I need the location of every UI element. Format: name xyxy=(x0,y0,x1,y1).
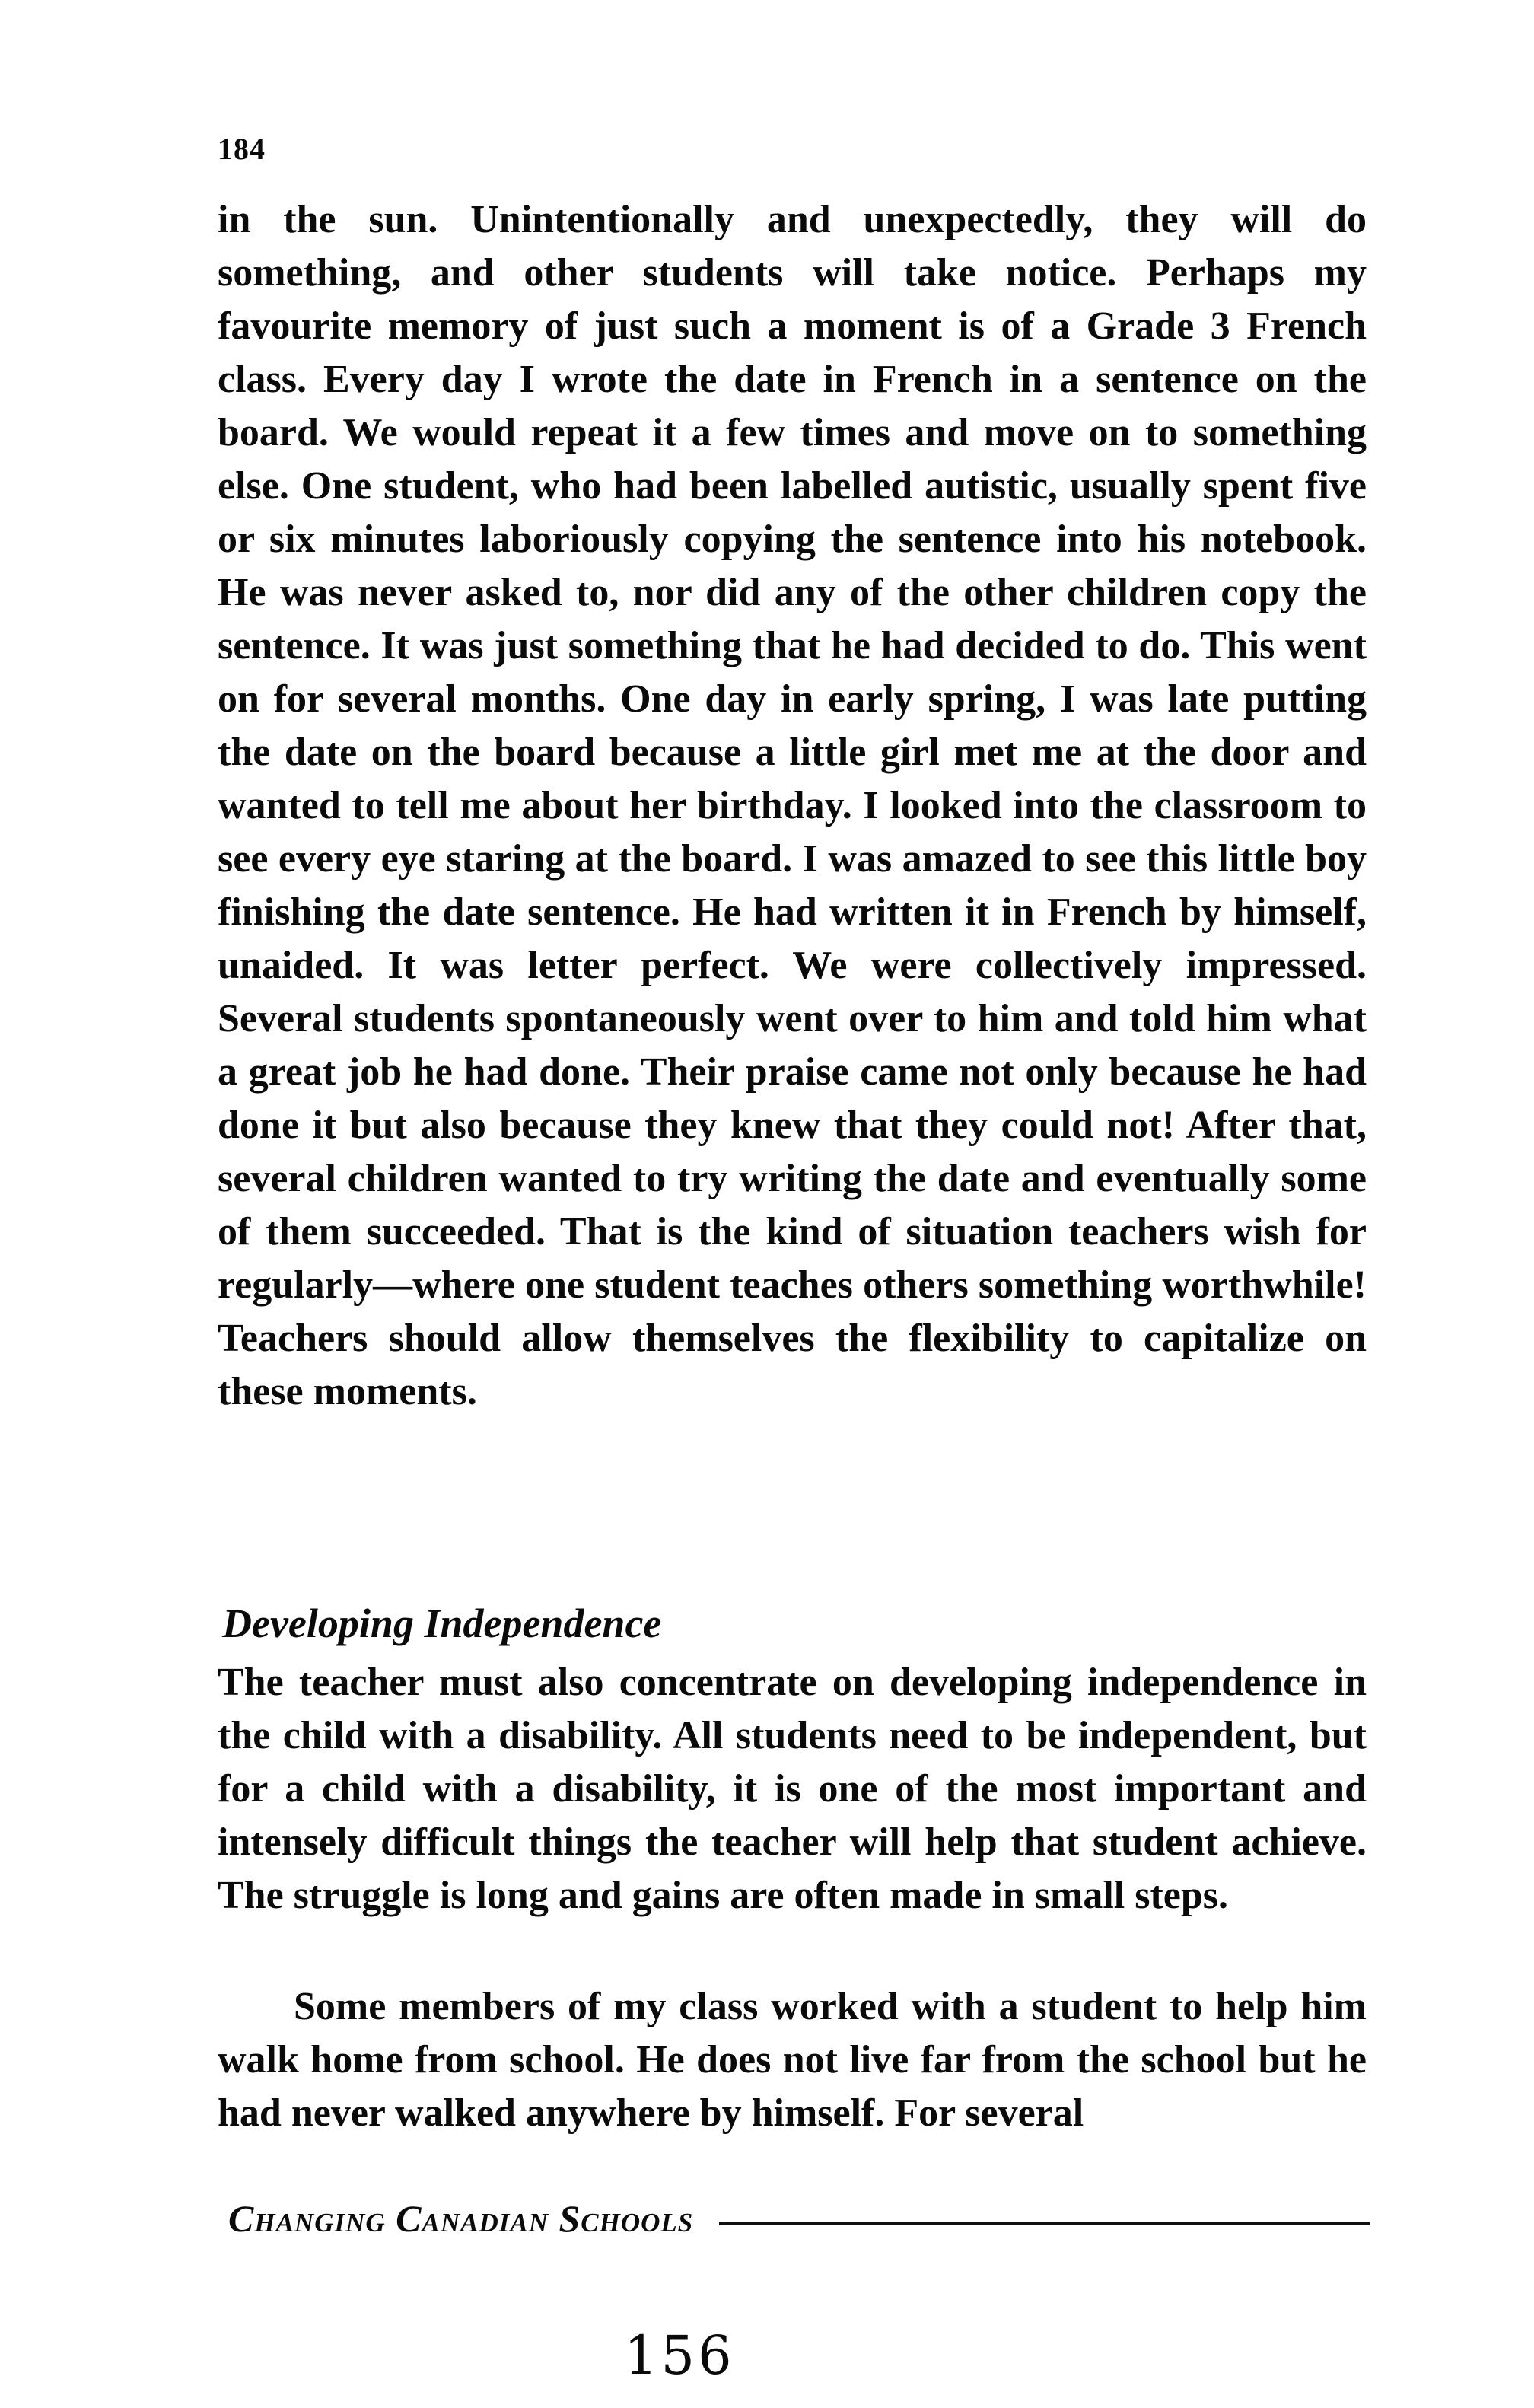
paragraph: The teacher must also concentrate on developing independence in the child with a disability. All students need to be independent, but for a child with a disability, it is one of the most important and intensely difficult things the teacher will help that student achieve. The struggle is long and gains are often made in small steps. xyxy=(218,1661,1367,1917)
book-title: Changing Canadian Schools xyxy=(228,2197,694,2240)
paragraph: in the sun. Unintentionally and unexpectedly, they will do something, and other students will take notice. Perhaps my favourite memory of just such a moment is of a Grade 3 French class. Every day I wrote the date in French in a sentence on the board. We would repeat it a few times and move on to something else. One student, who had been labelled autistic, usually spent five or six minutes laboriously copying the sentence into his notebook. He was never asked to, nor did any of the other children copy the sentence. It was just something that he had decided to do. This went on for several months. One day in early spring, I was late putting the date on the board because a little girl met me at the door and wanted to tell me about her birthday. I looked into the classroom to see every eye staring at the board. I was amazed to see this little boy finishing the date sentence. He had written it in French by himself, unaided. It was letter perfect. We were collectively impressed. Several students spontaneously went over to him and told him what a great job he had done. Their praise came not only because he had done it but also because they knew that they could not! After that, several children wanted to try writing the date and eventually some of them succeeded. That is the kind of situation teachers wish for regularly—where one student teaches others something worthwhile! Teachers should allow themselves the flexibility to capitalize on these moments. xyxy=(218,198,1367,1413)
footer-rule xyxy=(719,2222,1370,2225)
page-number-top: 184 xyxy=(218,132,266,166)
section-heading: Developing Independence xyxy=(222,1601,662,1646)
page-number-bottom: 156 xyxy=(624,2324,735,2387)
section-text xyxy=(218,1656,1367,1922)
section-text-continued xyxy=(218,1980,1367,2140)
paragraph: Some members of my class worked with a student to help him walk home from school. He does not live far from the school but he had never walked anywhere by himself. For several xyxy=(218,1985,1367,2135)
body-text-continued xyxy=(218,193,1367,1419)
running-footer xyxy=(228,2196,1370,2241)
